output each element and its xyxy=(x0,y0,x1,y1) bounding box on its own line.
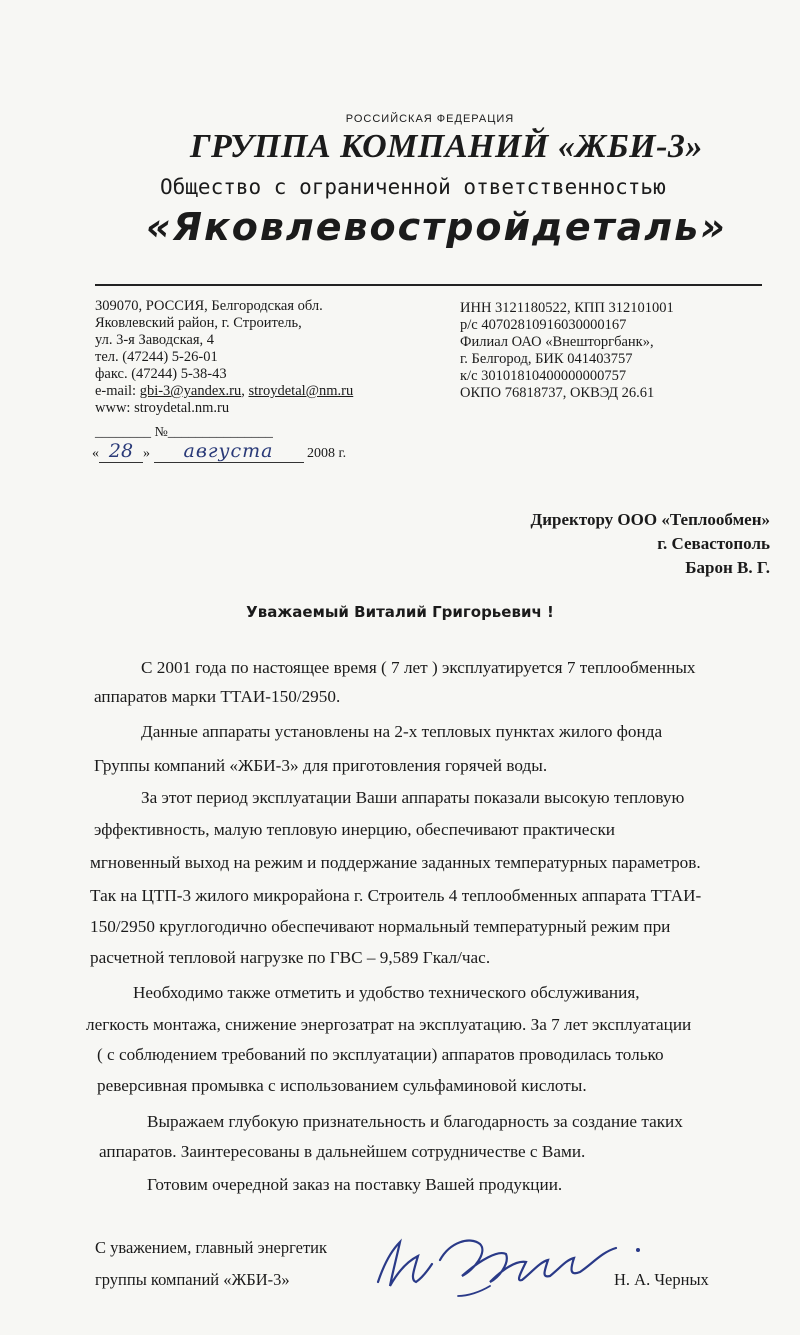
letterhead-company-name: «Яковлевостройдеталь» xyxy=(146,205,727,249)
letterhead-divider xyxy=(95,284,762,286)
email-link-2[interactable]: stroydetal@nm.ru xyxy=(248,383,354,399)
body-line: аппаратов марки ТТАИ-150/2950. xyxy=(94,687,341,706)
address-line: тел. (47244) 5-26-01 xyxy=(95,349,218,365)
address-line: 309070, РОССИЯ, Белгородская обл. xyxy=(95,298,323,314)
body-line: мгновенный выход на режим и поддержание заданных температурных параметров. xyxy=(90,853,701,872)
registration-number-line: ________ №_______________ xyxy=(95,425,273,440)
body-line: реверсивная промывка с использованием сульфаминовой кислоты. xyxy=(97,1076,587,1095)
letterhead-legal-form: Общество с ограниченной ответственностью xyxy=(160,175,666,199)
body-line: Готовим очередной заказ на поставку Вашей продукции. xyxy=(147,1175,563,1194)
addressee-line: Барон В. Г. xyxy=(685,558,770,577)
bank-line: ОКПО 76818737, ОКВЭД 26.61 xyxy=(460,385,655,401)
addressee-line: г. Севастополь xyxy=(657,534,770,553)
email-separator: , xyxy=(241,383,249,399)
body-line: Данные аппараты установлены на 2-х тепловых пунктах жилого фонда xyxy=(141,722,663,741)
email-line xyxy=(95,383,353,400)
bank-line: Филиал ОАО «Внешторгбанк», xyxy=(460,334,654,350)
date-open-quote: « xyxy=(92,446,99,461)
address-line: факс. (47244) 5-38-43 xyxy=(95,366,227,382)
letter-date xyxy=(92,440,346,463)
date-year: 2008 г. xyxy=(307,446,347,461)
body-line: ( с соблюдением требований по эксплуатации) аппаратов проводилась только xyxy=(97,1045,664,1064)
body-line: С 2001 года по настоящее время ( 7 лет ) эксплуатируется 7 теплообменных xyxy=(141,658,696,677)
body-line: расчетной тепловой нагрузке по ГВС – 9,589 Гкал/час. xyxy=(90,948,491,967)
date-month-handwritten: августа xyxy=(154,440,304,463)
bank-line: ИНН 3121180522, КПП 312101001 xyxy=(460,300,674,316)
body-line: Так на ЦТП-3 жилого микрорайона г. Строитель 4 теплообменных аппарата ТТАИ- xyxy=(90,886,702,905)
address-line: Яковлевский район, г. Строитель, xyxy=(95,315,302,331)
date-close-quote: » xyxy=(143,446,150,461)
bank-line: г. Белгород, БИК 041403757 xyxy=(460,351,633,367)
website-line: www: stroydetal.nm.ru xyxy=(95,400,230,416)
closing-line: С уважением, главный энергетик xyxy=(95,1238,328,1257)
signer-name: Н. А. Черных xyxy=(614,1270,709,1289)
bank-line: р/с 40702810916030000167 xyxy=(460,317,627,333)
addressee-block xyxy=(531,508,770,580)
address-line: ул. 3-я Заводская, 4 xyxy=(95,332,214,348)
body-line: легкость монтажа, снижение энергозатрат на эксплуатацию. За 7 лет эксплуатации xyxy=(86,1015,692,1034)
handwritten-signature xyxy=(370,1220,650,1300)
closing-line: группы компаний «ЖБИ-3» xyxy=(95,1270,290,1289)
body-line: Группы компаний «ЖБИ-3» для приготовления горячей воды. xyxy=(94,756,548,775)
addressee-line: Директору ООО «Теплообмен» xyxy=(530,510,770,529)
body-line: За этот период эксплуатации Ваши аппараты показали высокую тепловую xyxy=(141,788,685,807)
letterhead-group-name: ГРУППА КОМПАНИЙ «ЖБИ-3» xyxy=(190,128,703,165)
address-block xyxy=(95,298,353,417)
body-line: Выражаем глубокую признательность и благодарность за создание таких xyxy=(147,1112,683,1131)
body-line: аппаратов. Заинтересованы в дальнейшем сотрудничестве с Вами. xyxy=(99,1142,586,1161)
body-line: эффективность, малую тепловую инерцию, обеспечивают практически xyxy=(94,820,615,839)
email-link-1[interactable]: gbi-3@yandex.ru xyxy=(139,383,242,399)
salutation: Уважаемый Виталий Григорьевич ! xyxy=(246,603,554,621)
bank-line: к/с 30101810400000000757 xyxy=(460,368,627,384)
body-line: 150/2950 круглогодично обеспечивают нормальный температурный режим при xyxy=(90,917,671,936)
email-label: e-mail: xyxy=(95,383,140,399)
date-day-handwritten: 28 xyxy=(99,440,143,463)
body-line: Необходимо также отметить и удобство технического обслуживания, xyxy=(133,983,640,1002)
bank-details-block xyxy=(460,300,674,402)
letterhead-country: РОССИЙСКАЯ ФЕДЕРАЦИЯ xyxy=(345,113,515,125)
